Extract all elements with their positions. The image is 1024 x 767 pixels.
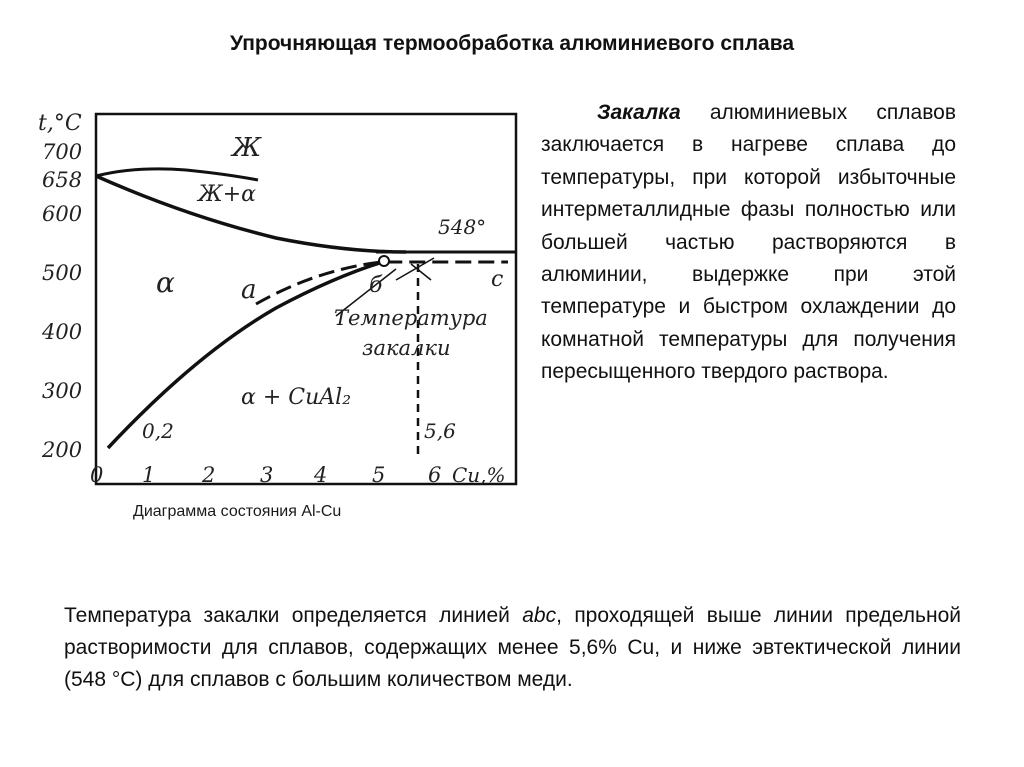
point-b-marker: [379, 256, 389, 266]
region-liquid-label: Ж: [232, 133, 262, 163]
quench-paragraph-part2: , проходящей выше линии предельной растворимости для сплавов, содержащих менее 5,6% Cu, и ниже эвтектической линии (548 °C) для сплавов с большим количеством меди.: [64, 604, 961, 691]
y-tick-658: 658: [42, 168, 83, 192]
eutectic-temp-label: 548°: [438, 215, 487, 239]
x-tick-3: 3: [260, 463, 274, 487]
x-tick-5: 5: [372, 463, 386, 487]
solubility-0-2-label: 0,2: [142, 419, 174, 443]
al-cu-phase-diagram: [36, 104, 526, 500]
region-alpha-cual2-label: α + CuAl₂: [241, 385, 352, 410]
point-a-label: a: [241, 275, 257, 305]
quench-paragraph-part1: Температура закалки определяется линией: [64, 604, 523, 627]
quench-paragraph-abc: abc: [522, 604, 557, 627]
region-alpha-label: α: [156, 266, 175, 299]
y-tick-300: 300: [42, 379, 83, 403]
x-axis-label: Cu,%: [452, 463, 506, 487]
y-tick-400: 400: [42, 320, 83, 344]
quench-temp-label-line1: Температура: [334, 306, 488, 330]
quench-temperature-paragraph: [64, 600, 961, 696]
y-tick-200: 200: [42, 438, 83, 462]
x-tick-2: 2: [202, 463, 216, 487]
quenching-term: Закалка: [597, 101, 681, 124]
y-axis-label: t,°C: [38, 111, 82, 136]
diagram-caption: Диаграмма состояния Al-Cu: [133, 503, 342, 520]
point-c-label: c: [491, 267, 504, 292]
x-tick-1: 1: [142, 463, 156, 487]
x-tick-4: 4: [314, 463, 328, 487]
y-tick-500: 500: [42, 261, 83, 285]
point-b-label: б: [369, 273, 383, 298]
liquidus-curve: [96, 169, 258, 180]
x-tick-6: 6: [428, 463, 442, 487]
quenching-definition: [541, 97, 956, 389]
quenching-definition-text: алюминиевых сплавов заключается в нагреве сплава до температуры, при которой избыточные интерметаллидные фазы полностью или большей частью растворяются в алюминии, выдержке при этой температуре и быстром охлаждении до комнатной температуры для получения пересыщенного твердого раствора.: [541, 101, 956, 384]
y-tick-700: 700: [42, 140, 83, 164]
phase-diagram-svg: [36, 104, 526, 500]
solubility-5-6-label: 5,6: [424, 419, 456, 443]
leader-line-3: [411, 264, 431, 280]
x-tick-0: 0: [90, 463, 104, 487]
quench-temp-label-line2: закалки: [362, 336, 451, 360]
region-liquid-alpha-label: Ж+α: [198, 182, 257, 207]
slide-title: Упрочняющая термообработка алюминиевого сплава: [229, 32, 795, 55]
y-tick-600: 600: [42, 202, 83, 226]
